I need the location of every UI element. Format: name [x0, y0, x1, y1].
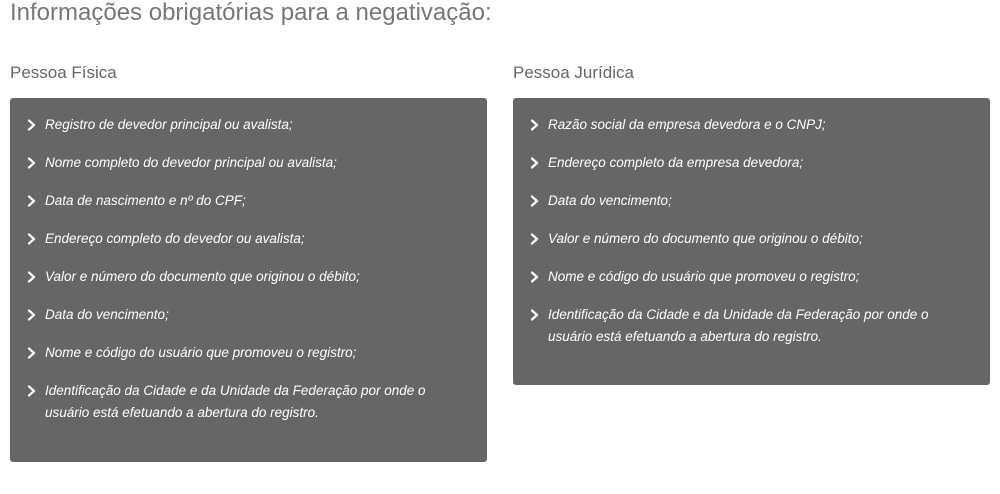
chevron-right-icon [27, 119, 36, 131]
list-item-text: Data de nascimento e nº do CPF; [45, 193, 246, 208]
chevron-right-icon [27, 271, 36, 283]
list-item [26, 190, 467, 212]
list-item-text: Identificação da Cidade e da Unidade da Federação por onde o usuário está efetuando a abertura do registro. [548, 307, 929, 344]
list-item [26, 152, 467, 174]
list-item-text: Endereço completo da empresa devedora; [548, 155, 804, 170]
list-item [529, 266, 970, 288]
list-item [26, 304, 467, 326]
list-item [26, 380, 467, 424]
chevron-right-icon [530, 195, 539, 207]
pessoa-juridica-section [513, 60, 990, 385]
list-item-text: Endereço completo do devedor ou avalista; [45, 231, 305, 246]
chevron-right-icon [27, 233, 36, 245]
chevron-right-icon [530, 309, 539, 321]
list-item [26, 266, 467, 288]
chevron-right-icon [27, 157, 36, 169]
chevron-right-icon [27, 347, 36, 359]
list-item-text: Data do vencimento; [548, 193, 672, 208]
list-item [529, 114, 970, 136]
chevron-right-icon [530, 157, 539, 169]
list-item-text: Identificação da Cidade e da Unidade da Federação por onde o usuário está efetuando a abertura do registro. [45, 383, 426, 420]
list-item-text: Nome e código do usuário que promoveu o registro; [45, 345, 357, 360]
pessoa-fisica-list [26, 114, 467, 424]
list-item [529, 190, 970, 212]
chevron-right-icon [27, 195, 36, 207]
chevron-right-icon [530, 233, 539, 245]
chevron-right-icon [530, 119, 539, 131]
pessoa-fisica-card [10, 98, 487, 462]
list-item [529, 152, 970, 174]
list-item-text: Razão social da empresa devedora e o CNPJ; [548, 117, 826, 132]
page-title: Informações obrigatórias para a negativação: [10, 0, 492, 26]
pessoa-fisica-section [10, 60, 487, 462]
pessoa-juridica-list [529, 114, 970, 348]
list-item [529, 228, 970, 250]
list-item-text: Valor e número do documento que originou o débito; [45, 269, 360, 284]
list-item [26, 342, 467, 364]
list-item-text: Valor e número do documento que originou o débito; [548, 231, 863, 246]
list-item [26, 114, 467, 136]
chevron-right-icon [27, 385, 36, 397]
pessoa-juridica-heading: Pessoa Jurídica [513, 63, 634, 82]
list-item-text: Data do vencimento; [45, 307, 169, 322]
list-item-text: Registro de devedor principal ou avalista; [45, 117, 293, 132]
list-item [529, 304, 970, 348]
list-item [26, 228, 467, 250]
pessoa-juridica-card [513, 98, 990, 385]
list-item-text: Nome e código do usuário que promoveu o registro; [548, 269, 860, 284]
list-item-text: Nome completo do devedor principal ou avalista; [45, 155, 337, 170]
chevron-right-icon [530, 271, 539, 283]
chevron-right-icon [27, 309, 36, 321]
pessoa-fisica-heading: Pessoa Física [10, 63, 117, 82]
